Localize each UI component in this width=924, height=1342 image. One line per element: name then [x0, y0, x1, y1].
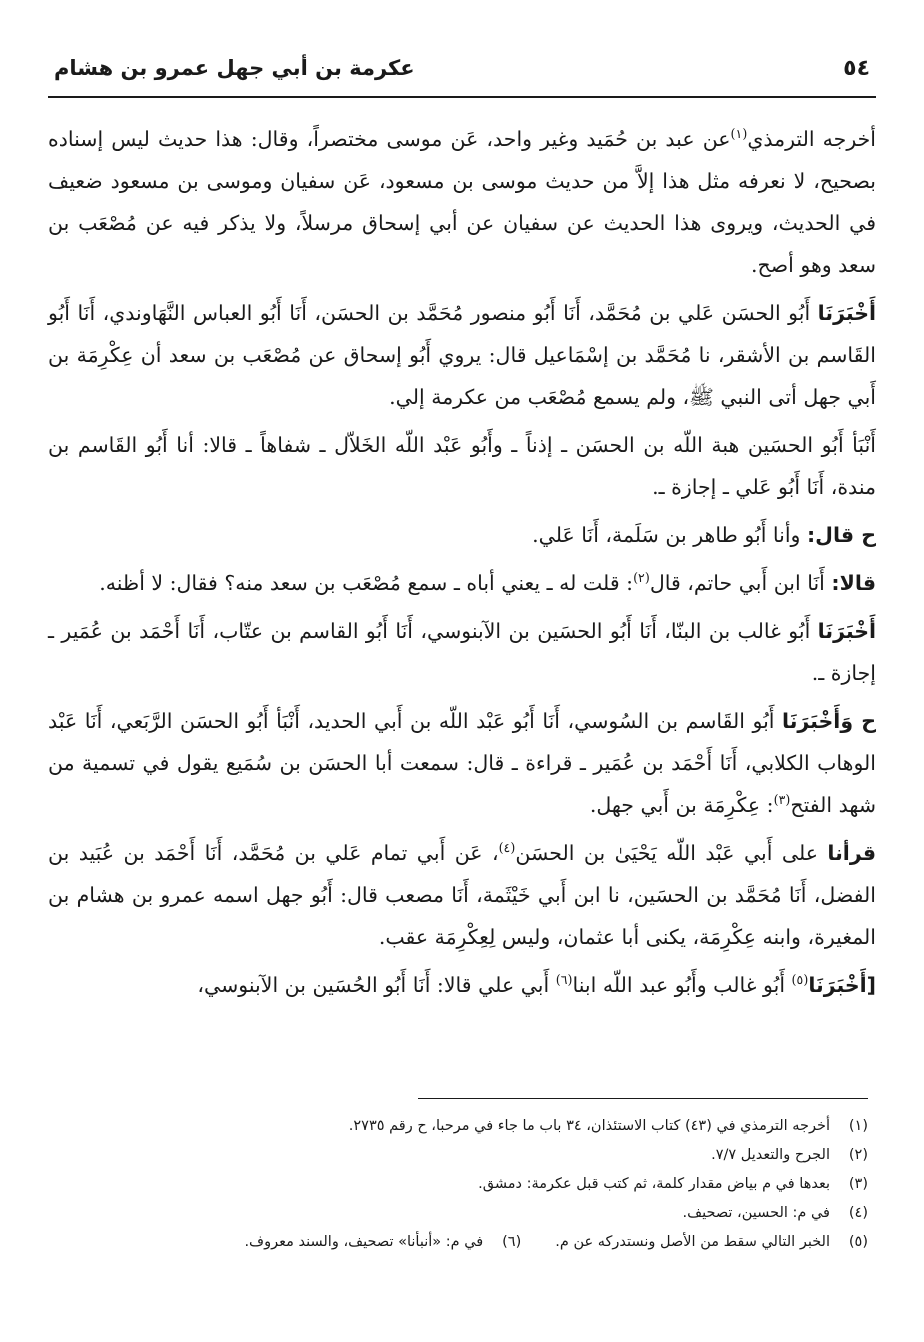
footnote-marker: (٤): [498, 840, 516, 856]
lead-word: أَخْبَرَنَا: [817, 619, 876, 643]
footnote-item: [48, 1228, 868, 1257]
text-run: وأنا أَبُو طاهر بن سَلَمة، أَنَا عَلي.: [532, 523, 807, 547]
lead-word: ح قال:: [806, 523, 876, 547]
footnote-marker: (٦): [555, 972, 573, 988]
footnotes: [48, 1112, 868, 1257]
text-run: : عِكْرِمَة بن أَبي جهل.: [589, 793, 774, 817]
text-run: أَنْبَأ أَبُو الحسَين هبة اللّه بن الحسَن ـ إذناً ـ وأَبُو عَبْد اللّه الخَلاّل ـ شفاهاً ـ قالا: أنا أَبُو القَاسم بن مندة، أَنَا أَبُو عَلي ـ إجازة ـ.: [48, 433, 876, 499]
footnote-item: [48, 1141, 868, 1170]
footnote-divider: [418, 1098, 868, 1099]
lead-word: قالا:: [831, 571, 876, 595]
footnote-marker: (٢): [633, 570, 650, 586]
text-run: أَبُو غالب وأَبُو عبد اللّه ابنا: [572, 973, 792, 997]
footnote-text: في م: «أنبأنا» تصحيف، والسند معروف.: [244, 1234, 484, 1250]
footnote-marker: (٣): [773, 792, 791, 808]
footnote-text: في م: الحسين، تصحيف.: [682, 1205, 830, 1221]
lead-word: ح وَأَخْبَرَنَا: [782, 709, 876, 733]
page-number: ٥٤: [843, 56, 870, 81]
footnote-item: [48, 1199, 868, 1228]
footnote-text: أخرجه الترمذي في (٤٣) كتاب الاستئذان، ٣٤ باب ما جاء في مرحبا، ح رقم ٢٧٣٥.: [348, 1118, 830, 1134]
footnote-item: [48, 1112, 868, 1141]
text-run: : قلت له ـ يعني أباه ـ سمع مُصْعَب بن سعد منه؟ فقال: لا أظنه.: [99, 571, 634, 595]
footnote-text: بعدها في م بياض مقدار كلمة، ثم كتب قبل عكرمة: دمشق.: [478, 1176, 830, 1192]
footnote-item: [48, 1170, 868, 1199]
text-run: أَنَا ابن أَبي حاتم، قال: [649, 571, 832, 595]
paragraph-1: [48, 118, 876, 286]
running-title: عكرمة بن أبي جهل عمرو بن هشام: [54, 56, 415, 80]
footnote-spacer: [521, 1228, 555, 1257]
text-run: أخرجه الترمذي: [747, 127, 876, 151]
footnote-marker: (٥): [791, 972, 809, 988]
text-run: أَبُو القَاسم بن السُوسي، أَنَا أَبُو عَبْد اللّه بن أَبي الحديد، أَنْبَأ أَبُو الحسَن الرَّبَعي، أَنَا عَبْد الوهاب الكلابي، أَنَا أَحْمَد بن عُمَير ـ قراءة ـ قال: سمعت أبا الحسَن بن سُمَيع يقول في تسمية من شهد الفتح: [48, 709, 876, 817]
text-run: أَبُو الحسَن عَلي بن مُحَمَّد، أَنَا أَبُو منصور مُحَمَّد بن الحسَن، أَنَا أَبُو العباس النَّهَاوندي، أَنَا أَبُو القَاسم بن الأشقر، نا مُحَمَّد بن إسْمَاعيل قال: يروي أَبُو إسحاق عن مُصْعَب بن سعد أن عِكْرِمَة بن أَبي جهل أتى النبي ﷺ، ولم يسمع مُصْعَب من عكرمة إلي.: [48, 301, 876, 409]
page-header: [48, 52, 876, 98]
paragraph-9: [48, 964, 876, 1006]
paragraph-7: [48, 700, 876, 826]
footnote-text: الجرح والتعديل ٧/٧.: [711, 1147, 830, 1163]
lead-word: قرأنا: [827, 841, 876, 865]
footnote-number: (٤): [848, 1205, 868, 1221]
text-run: أَبُو غالب بن البنّا، أَنَا أَبُو الحسَين بن الآبنوسي، أَنَا أَبُو القاسم بن عتّاب، أَنَا أَحْمَد بن عُمَير ـ إجازة ـ.: [48, 619, 876, 685]
footnote-marker: (١): [730, 126, 748, 142]
paragraph-4: [48, 514, 876, 556]
body-text: [48, 118, 876, 1012]
paragraph-6: [48, 610, 876, 694]
footnote-number: (٢): [848, 1147, 868, 1163]
paragraph-3: [48, 424, 876, 508]
text-run: عن عبد بن حُمَيد وغير واحد، عَن موسى مختصراً، وقال: هذا حديث ليس إسناده بصحيح، لا نعرفه مثل هذا إلاَّ من حديث موسى بن مسعود، عَن سفيان وموسى بن مسعود ضعيف في الحديث، ويروى هذا الحديث عن سفيان عن أبي إسحاق مرسلاً، ولا يذكر فيه عن مُصْعَب بن سعد وهو أصح.: [48, 127, 876, 277]
footnote-number: (١): [848, 1118, 868, 1134]
footnote-number: (٦): [502, 1234, 522, 1250]
lead-word: أَخْبَرَنَا: [817, 301, 876, 325]
paragraph-5: [48, 562, 876, 604]
paragraph-2: [48, 292, 876, 418]
footnote-number: (٥): [848, 1234, 868, 1250]
lead-word: [أَخْبَرَنَا: [808, 973, 876, 997]
text-run: على أَبي عَبْد اللّه يَحْيَىٰ بن الحسَن: [515, 841, 828, 865]
footnote-text: الخبر التالي سقط من الأصل ونستدركه عن م.: [555, 1234, 830, 1250]
text-run: ، عَن أَبي تمام عَلي بن مُحَمَّد، أَنَا أَحْمَد بن عُبَيد بن الفضل، أَنَا مُحَمَّد بن الحسَين، نا ابن أَبي خَيْثَمة، أَنَا مصعب قال: أَبُو جهل اسمه عمرو بن هشام بن المغيرة، وابنه عِكْرِمَة، يكنى أبا عثمان، وليس لِعِكْرِمَة عقب.: [48, 841, 876, 949]
footnote-number: (٣): [848, 1176, 868, 1192]
text-run: أَبي علي قالا: أَنَا أَبُو الحُسَين بن الآبنوسي،: [197, 973, 556, 997]
paragraph-8: [48, 832, 876, 958]
